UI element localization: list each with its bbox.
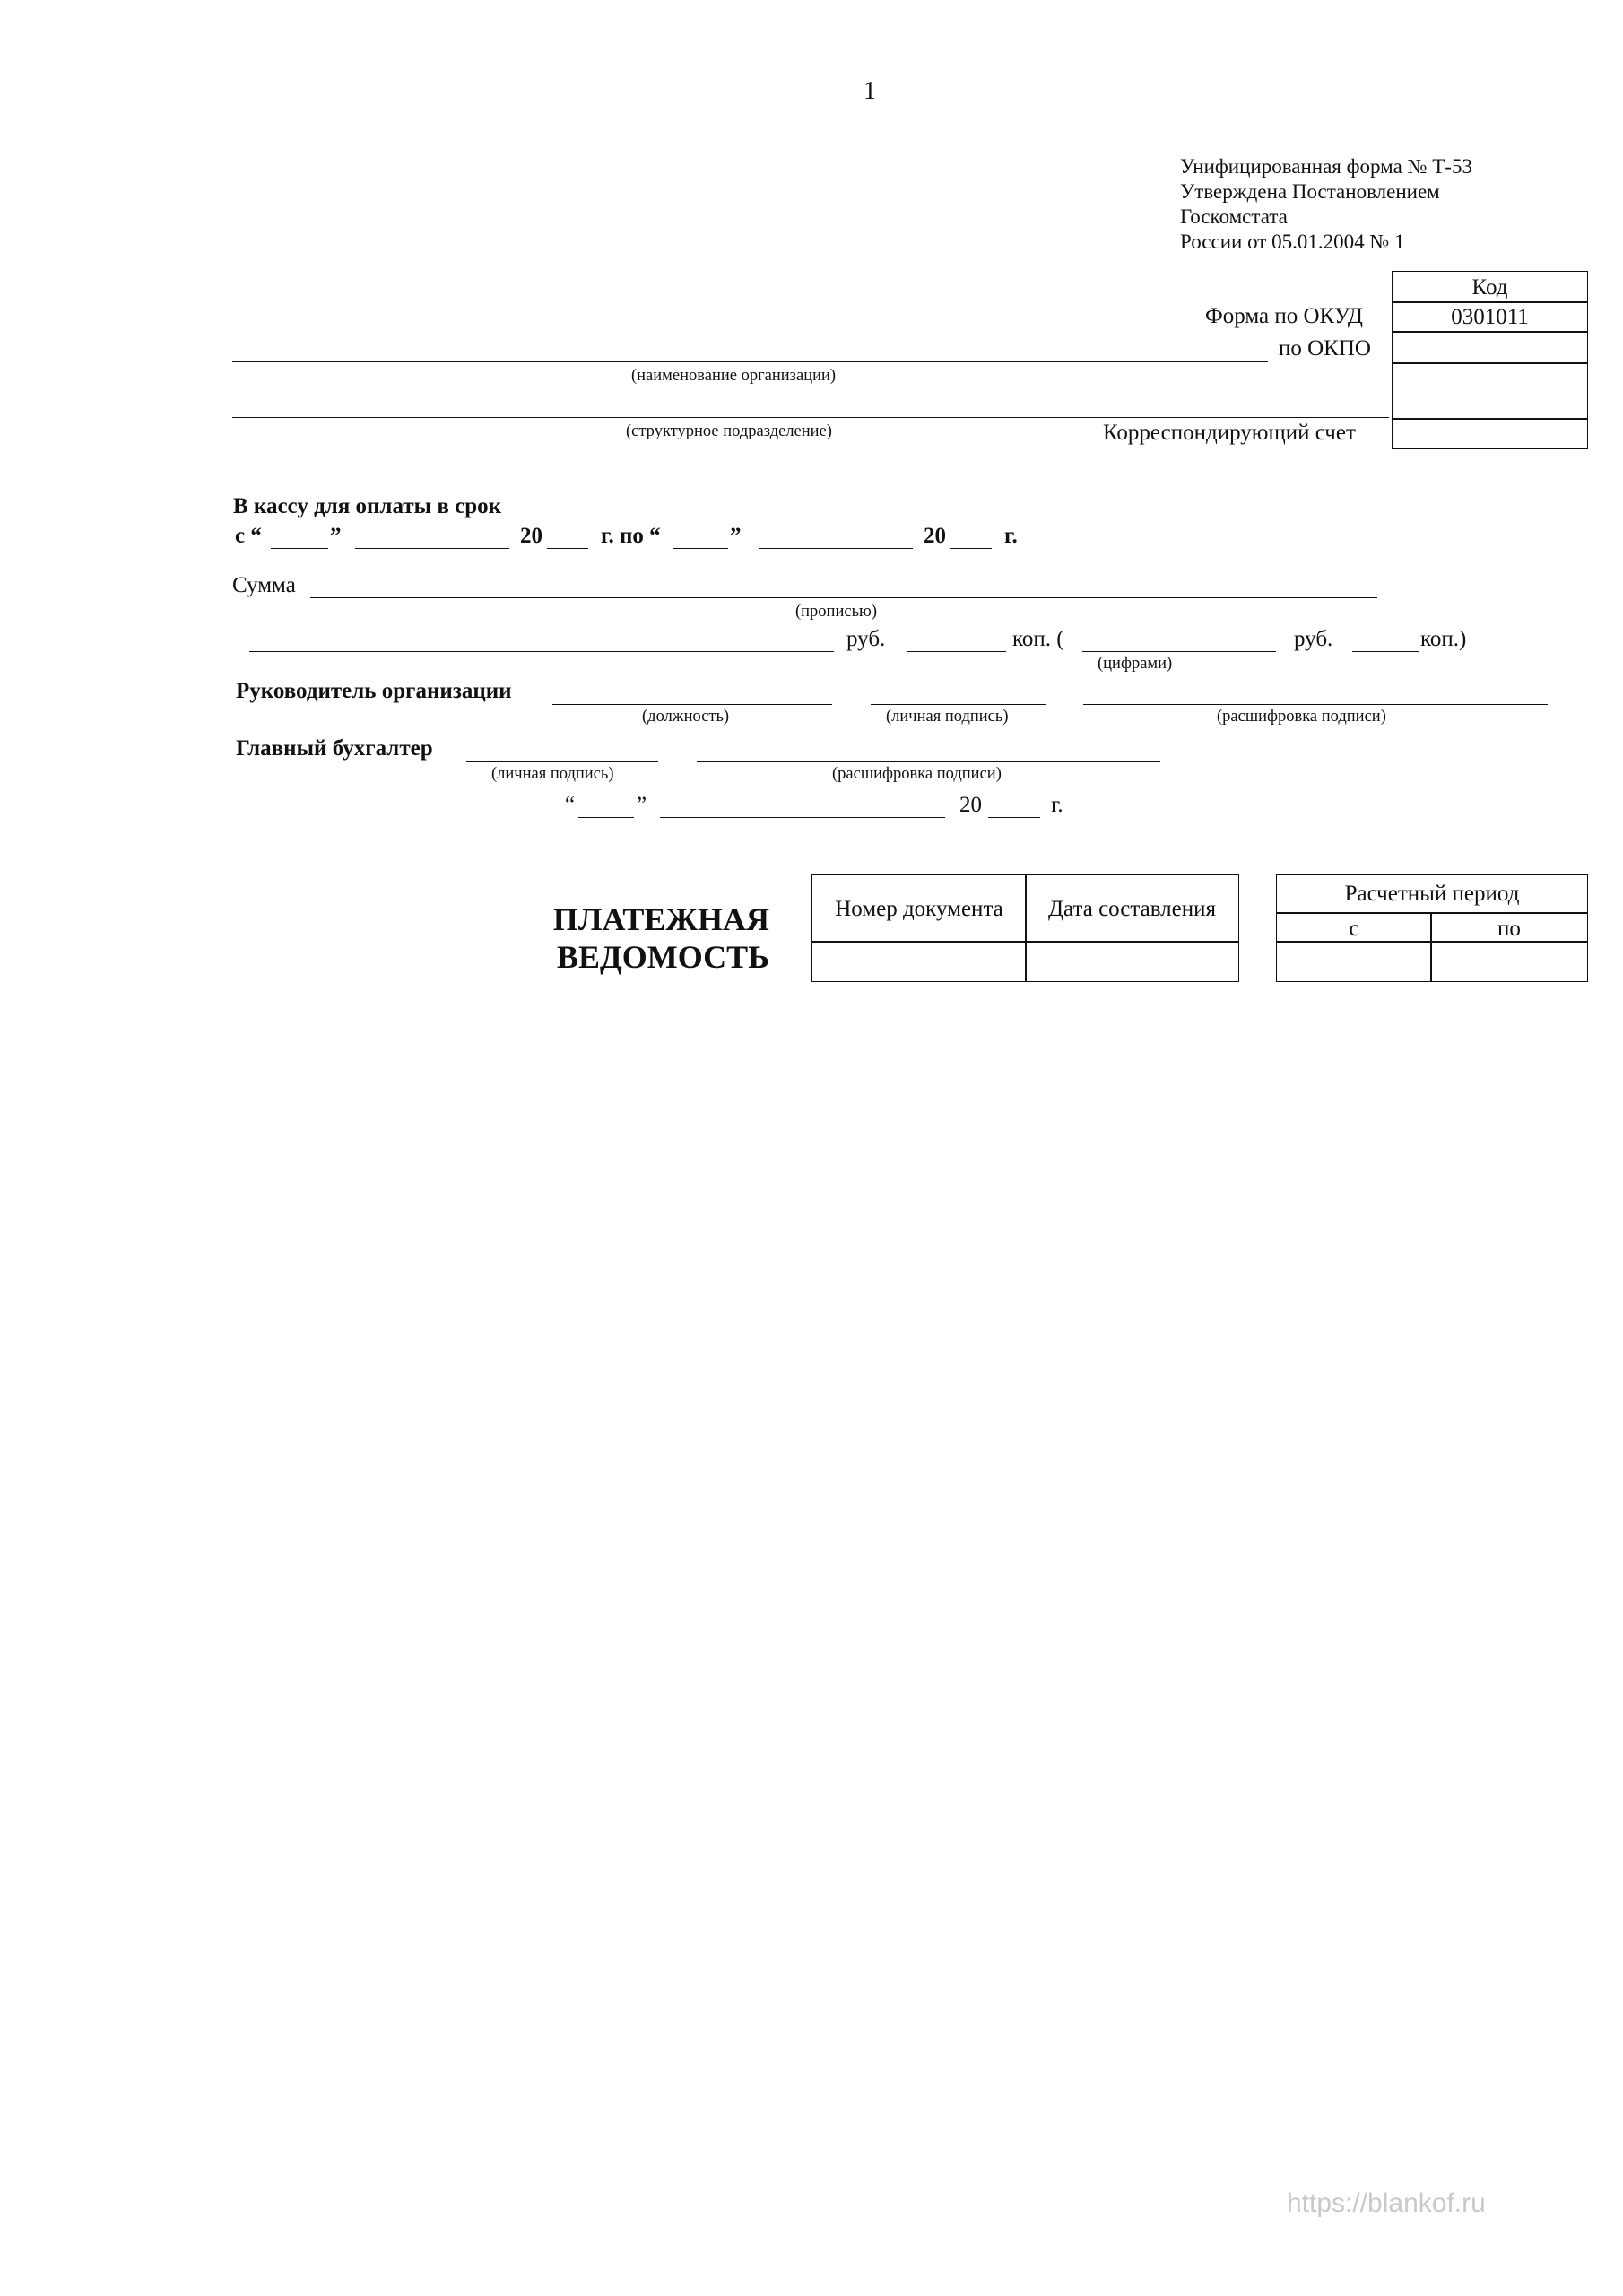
sum-rub-label: руб. [846, 627, 886, 651]
director-signature-caption: (личная подпись) [886, 708, 1009, 726]
sum-kop-close: коп.) [1420, 627, 1467, 651]
codes-header: Код [1471, 275, 1508, 300]
term-to-year-suffix: г. [1004, 524, 1018, 548]
term-from-month-field[interactable] [355, 548, 509, 549]
term-to-prefix: г. по “ [601, 524, 661, 548]
organization-name-line[interactable] [232, 361, 1268, 362]
account-label: Корреспондирующий счет [1103, 421, 1356, 445]
date-year-suffix: г. [1051, 793, 1063, 817]
accountant-label: Главный бухгалтер [236, 736, 433, 761]
doc-number-header: Номер документа [835, 897, 1003, 921]
period-from-value-cell[interactable] [1276, 941, 1432, 982]
director-position-field[interactable] [552, 704, 832, 705]
doc-number-value-cell[interactable] [812, 941, 1027, 982]
document-title-line-1: ПЛАТЕЖНАЯ [552, 901, 769, 937]
accountant-signature-field[interactable] [466, 761, 658, 762]
sum-kop-open: коп. ( [1012, 627, 1064, 651]
period-to-label-cell [1430, 912, 1588, 943]
director-decoding-field[interactable] [1083, 704, 1548, 705]
period-to-value-cell[interactable] [1430, 941, 1588, 982]
period-from-label-cell [1276, 912, 1432, 943]
term-to-day-field[interactable] [673, 548, 728, 549]
period-to-label: по [1497, 917, 1521, 941]
form-name: Унифицированная форма № Т-53 [1180, 155, 1472, 178]
page-number: 1 [864, 77, 876, 105]
okpo-cell[interactable] [1392, 331, 1588, 364]
sum-digits-caption: (цифрами) [1098, 655, 1173, 673]
organization-name-caption: (наименование организации) [631, 367, 837, 385]
sum-digits-kop-field[interactable] [1352, 651, 1419, 652]
extra-code-cell[interactable] [1392, 362, 1588, 420]
doc-date-header-cell [1025, 874, 1239, 943]
sum-kop-field[interactable] [907, 651, 1006, 652]
document-title-line-2: ВЕДОМОСТЬ [556, 939, 769, 976]
date-day-field[interactable] [578, 817, 634, 818]
period-header: Расчетный период [1344, 882, 1520, 906]
term-from-year-prefix: 20 [520, 524, 542, 548]
term-from-prefix: с “ [235, 524, 262, 548]
date-year-field[interactable] [988, 817, 1040, 818]
director-position-caption: (должность) [642, 708, 730, 726]
division-line[interactable] [232, 417, 1389, 418]
approval-line-3: России от 05.01.2004 № 1 [1180, 230, 1405, 253]
approval-line-1: Утверждена Постановлением [1180, 180, 1440, 203]
term-to-year-prefix: 20 [924, 524, 946, 548]
sum-words-caption: (прописью) [795, 603, 877, 621]
approval-line-2: Госкомстата [1180, 205, 1288, 228]
term-to-month-field[interactable] [759, 548, 913, 549]
division-caption: (структурное подразделение) [626, 422, 832, 440]
period-header-cell [1276, 874, 1588, 914]
director-decoding-caption: (расшифровка подписи) [1217, 708, 1386, 726]
term-from-year-field[interactable] [547, 548, 588, 549]
sum-words-field[interactable] [310, 597, 1377, 598]
okud-value: 0301011 [1451, 305, 1529, 329]
term-to-year-field[interactable] [950, 548, 992, 549]
term-from-quote: ” [330, 524, 342, 548]
term-to-quote: ” [730, 524, 742, 548]
accountant-signature-caption: (личная подпись) [491, 765, 614, 783]
date-year-prefix: 20 [959, 793, 982, 817]
director-signature-field[interactable] [871, 704, 1046, 705]
term-from-day-field[interactable] [271, 548, 328, 549]
date-close-quote: ” [637, 793, 647, 817]
sum-digits-rub-field[interactable] [1082, 651, 1276, 652]
date-open-quote: “ [565, 793, 576, 817]
period-from-label: с [1349, 917, 1359, 941]
okpo-label: по ОКПО [1279, 336, 1371, 361]
accountant-decoding-caption: (расшифровка подписи) [832, 765, 1002, 783]
codes-header-cell [1392, 271, 1588, 303]
doc-date-value-cell[interactable] [1025, 941, 1239, 982]
doc-number-header-cell [812, 874, 1027, 943]
accountant-decoding-field[interactable] [697, 761, 1160, 762]
cash-desk-heading: В кассу для оплаты в срок [233, 494, 501, 518]
doc-date-header: Дата составления [1047, 897, 1217, 921]
document-title [553, 900, 769, 977]
sum-words-line-2[interactable] [249, 651, 834, 652]
account-cell[interactable] [1392, 418, 1588, 449]
watermark-link[interactable]: https://blankof.ru [1287, 2188, 1486, 2218]
okud-label: Форма по ОКУД [1205, 304, 1363, 328]
okud-cell[interactable] [1392, 301, 1588, 333]
date-month-field[interactable] [660, 817, 945, 818]
sum-rub2-label: руб. [1294, 627, 1333, 651]
sum-label: Сумма [232, 573, 296, 597]
director-label: Руководитель организации [236, 679, 512, 703]
